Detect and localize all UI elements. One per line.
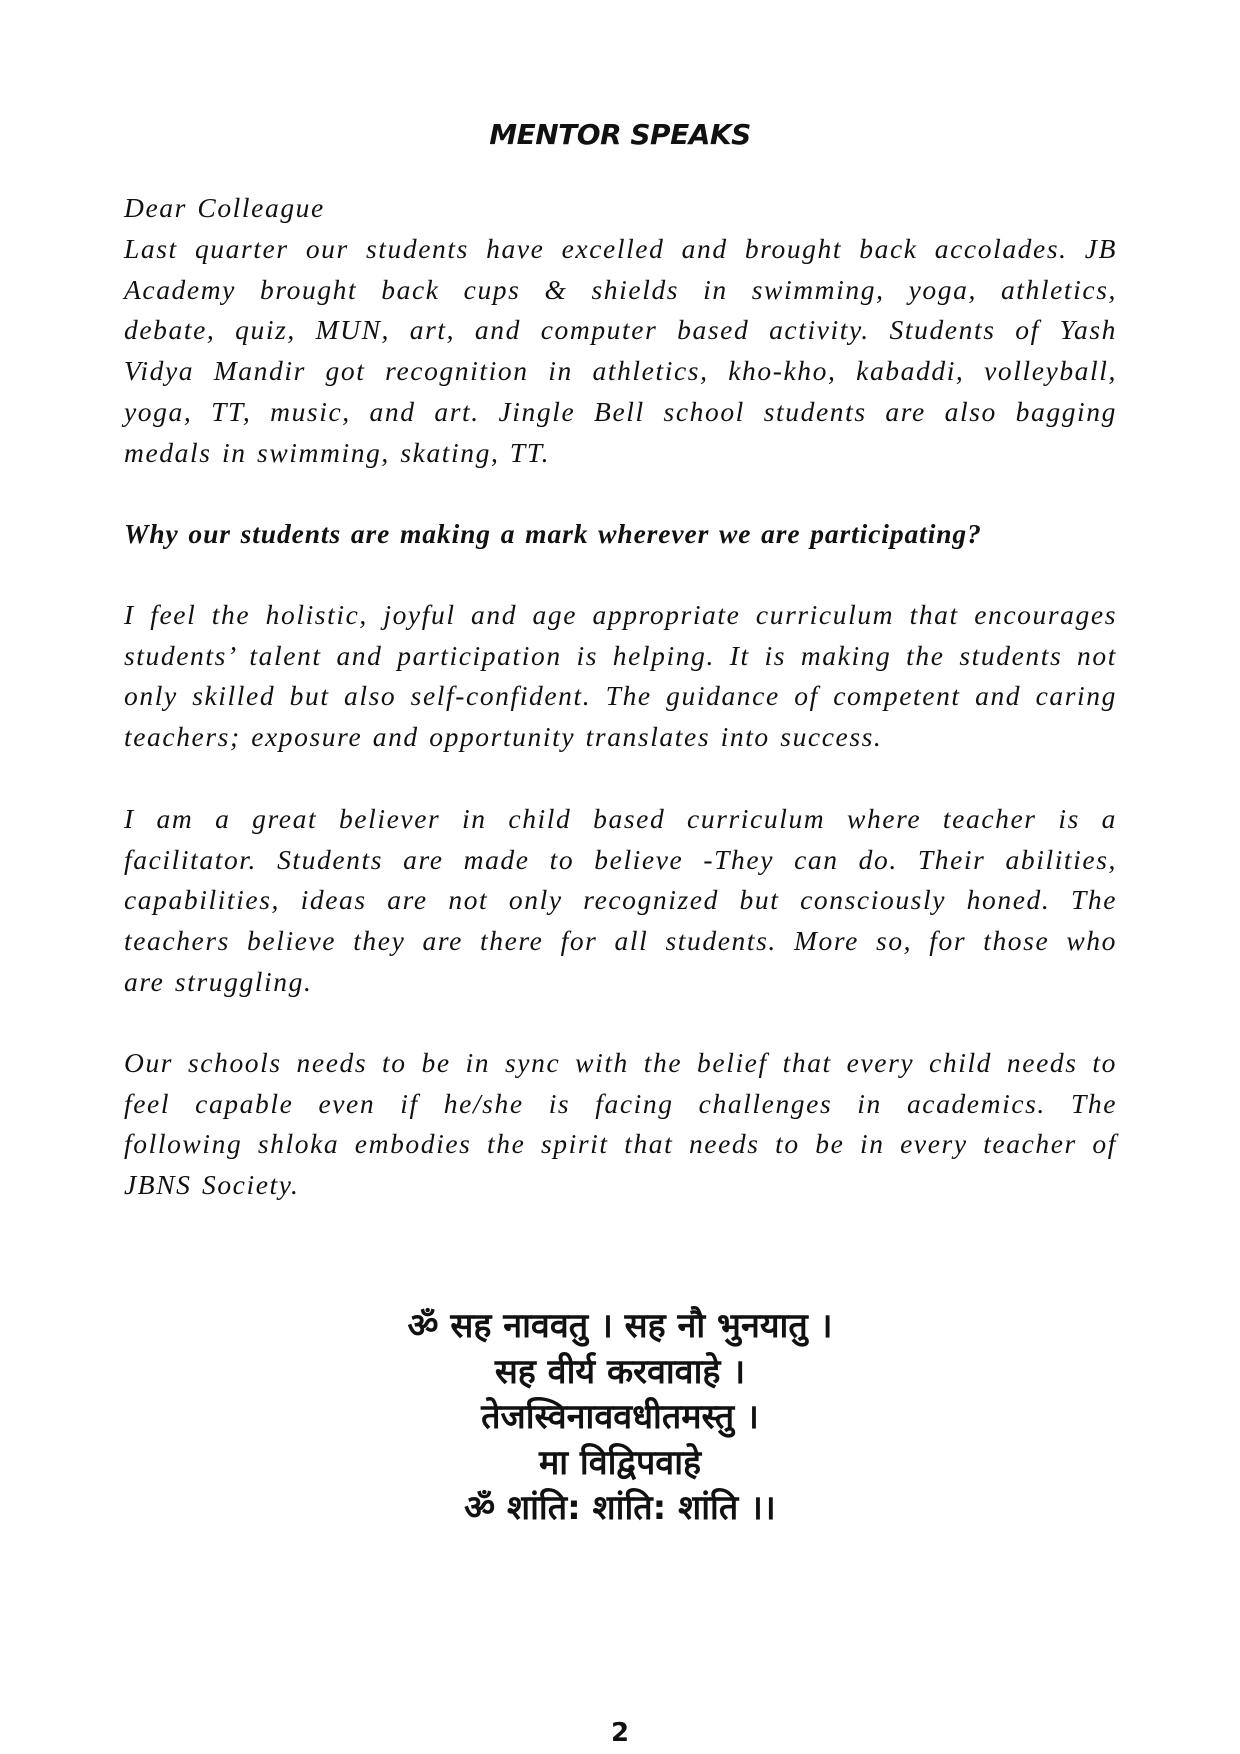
page-title: MENTOR SPEAKS [489,118,751,151]
paragraph-line: teachers believe they are there for all students. More so, for those who [124,925,1117,957]
page-number: 2 [610,1718,630,1748]
paragraph-line: Last quarter our students have excelled and brought back accolades. JB [124,233,1117,264]
paragraph-line: medals in swimming, skating, TT. [124,436,551,468]
paragraph-line: Academy brought back cups & shields in swimming, yoga, athletics, [124,273,1117,305]
paragraph-shloka-intro [124,1043,1117,1206]
paragraph-line: are struggling. [124,965,313,997]
question-heading [124,514,1117,555]
paragraph-line: students’ talent and participation is helping. It is making the students not [124,639,1117,671]
paragraph-line: Our schools needs to be in sync with the belief that every child needs to [124,1047,1117,1078]
paragraph-achievements [124,229,1117,473]
paragraph-line: teachers; exposure and opportunity translates into success. [124,721,883,753]
paragraph-line: yoga, TT, music, and art. Jingle Bell school students are also bagging [124,395,1117,427]
paragraph-line: I am a great believer in child based curriculum where teacher is a [124,803,1117,834]
paragraph-line: facilitator. Students are made to believe -They can do. Their abilities, [124,843,1117,875]
paragraph-line: following shloka embodies the spirit that needs to be in every teacher of [124,1128,1117,1160]
paragraph-line: only skilled but also self-confident. The guidance of competent and caring [124,680,1117,712]
paragraph-curriculum [124,595,1117,758]
shloka-line: तेजस्विनाववधीतमस्तु । [481,1397,759,1437]
paragraph-line: capabilities, ideas are not only recognized but consciously honed. The [124,884,1117,916]
question-line: Why our students are making a mark wherever we are participating? [124,518,982,549]
paragraph-line: I feel the holistic, joyful and age appropriate curriculum that encourages [124,599,1117,630]
shloka-line: ॐ सह नाववतु । सह नौ भुनयातु । [407,1306,833,1346]
shloka-block [0,1304,1240,1532]
paragraph-line: JBNS Society. [124,1169,300,1201]
shloka-line: मा विद्विपवाहे [538,1442,702,1483]
shloka-line: ॐ शांति: शांति: शांति ।। [464,1488,776,1528]
paragraph-belief [124,799,1117,1003]
shloka-line: सह वीर्य करवावाहे । [494,1351,746,1392]
paragraph-line: debate, quiz, MUN, art, and computer based activity. Students of Yash [124,314,1117,346]
salutation-line: Dear Colleague [124,192,325,223]
paragraph-line: feel capable even if he/she is facing challenges in academics. The [124,1087,1117,1119]
paragraph-line: Vidya Mandir got recognition in athletics, kho-kho, kabaddi, volleyball, [124,355,1117,387]
salutation [124,188,1117,229]
